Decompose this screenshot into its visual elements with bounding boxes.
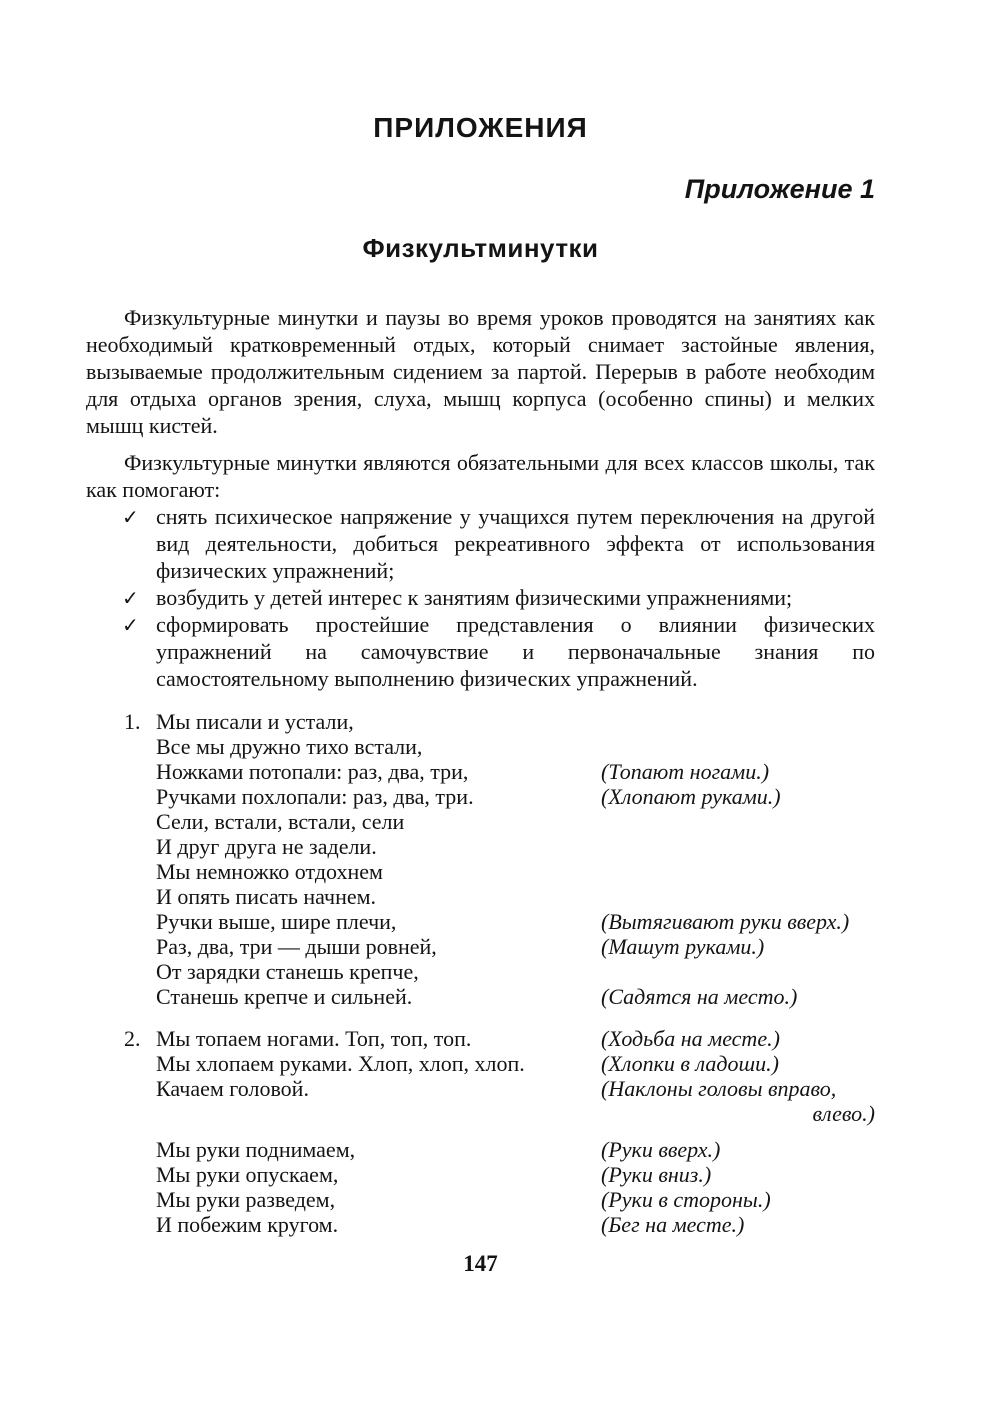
poem-line	[156, 1051, 875, 1076]
verse-text: Станешь крепче и сильней.	[156, 984, 413, 1009]
action-note: (Машут руками.)	[601, 934, 765, 959]
verse-text: Раз, два, три — дыши ровней,	[156, 934, 437, 959]
action-note: (Садятся на место.)	[601, 984, 798, 1009]
verse-text: Сели, встали, встали, сели	[156, 809, 405, 834]
verse-text: Ручками похлопали: раз, два, три.	[156, 784, 474, 809]
poem-line	[156, 759, 875, 784]
poem-line	[156, 934, 875, 959]
checkmark-icon: ✓	[122, 586, 139, 610]
poem-line	[156, 984, 875, 1009]
action-note: (Руки вниз.)	[601, 1162, 712, 1187]
appendix-label: Приложение 1	[684, 174, 875, 204]
action-note: (Ходьба на месте.)	[601, 1026, 780, 1051]
exercise	[86, 1026, 875, 1237]
poem-line	[156, 1076, 875, 1126]
poem-line	[156, 809, 875, 834]
verse-text: И побежим кругом.	[156, 1212, 339, 1237]
action-note: (Наклоны головы вправо, влево.)	[601, 1076, 875, 1126]
verse-text: Мы топаем ногами. Топ, топ, топ.	[156, 1026, 472, 1051]
poem-line	[156, 1162, 875, 1187]
poem-line	[156, 734, 875, 759]
checklist-item	[86, 611, 875, 692]
action-note: (Руки в стороны.)	[601, 1187, 771, 1212]
paragraph-lead-in: Физкультурные минутки являются обязательными для всех классов школы, так как помогают:	[86, 450, 875, 502]
poem-line	[156, 1137, 875, 1162]
verse-text: И опять писать начнем.	[156, 884, 377, 909]
exercise-number: 1.	[124, 709, 141, 734]
verse-text: Мы немножко отдохнем	[156, 859, 383, 884]
checklist-item-text: возбудить у детей интерес к занятиям физическими упражнениями;	[156, 585, 793, 610]
verse-text: Мы хлопаем руками. Хлоп, хлоп, хлоп.	[156, 1051, 525, 1076]
poem-line	[156, 959, 875, 984]
page-title: ПРИЛОЖЕНИЯ	[373, 112, 588, 143]
checklist-item	[86, 503, 875, 584]
action-note: (Руки вверх.)	[601, 1137, 721, 1162]
poem-line	[156, 784, 875, 809]
action-note: (Бег на месте.)	[601, 1212, 745, 1237]
page-number: 147	[463, 1251, 498, 1276]
verse-text: Качаем головой.	[156, 1076, 309, 1101]
checkmark-icon: ✓	[122, 505, 139, 529]
poem-line	[156, 1212, 875, 1237]
verse-text: Мы руки поднимаем,	[156, 1137, 356, 1162]
verse-text: Мы писали и устали,	[156, 709, 354, 734]
checklist-item-text: снять психическое напряжение у учащихся путем переключения на другой вид деятельности, добиться рекреативного эффекта от использования физических упражнений;	[156, 504, 875, 583]
action-note: (Хлопки в ладоши.)	[601, 1051, 779, 1076]
poem-line	[156, 834, 875, 859]
action-note: (Хлопают руками.)	[601, 784, 781, 809]
exercise	[86, 709, 875, 1009]
verse-text: Все мы дружно тихо встали,	[156, 734, 423, 759]
stanza	[156, 1137, 875, 1237]
action-note-continuation: влево.)	[812, 1101, 875, 1126]
verse-text: От зарядки станешь крепче,	[156, 959, 419, 984]
poem-line	[156, 859, 875, 884]
paragraph-intro: Физкультурные минутки и паузы во время уроков проводятся на занятиях как необходимый кратковременный отдых, который снимает застойные явления, вызываемые продолжительным сидением за партой. Перерыв в работе необходим для отдыха органов зрения, слуха, мышц корпуса (особенно спины) и мелких мышц кистей.	[86, 305, 875, 438]
checklist	[86, 503, 875, 692]
verse-text: Ножками потопали: раз, два, три,	[156, 759, 469, 784]
verse-text: Ручки выше, шире плечи,	[156, 909, 397, 934]
exercise-list	[86, 709, 875, 1237]
action-note: (Вытягивают руки вверх.)	[601, 909, 850, 934]
poem-line	[156, 909, 875, 934]
poem-line	[156, 884, 875, 909]
verse-text: И друг друга не задели.	[156, 834, 377, 859]
poem-line	[156, 1187, 875, 1212]
verse-text: Мы руки опускаем,	[156, 1162, 339, 1187]
action-note: (Топают ногами.)	[601, 759, 770, 784]
section-title: Физкультминутки	[362, 233, 599, 263]
poem-line	[156, 1026, 875, 1051]
stanza	[156, 1026, 875, 1126]
checklist-item-text: сформировать простейшие представления о влиянии физических упражнений на самочувствие и первоначальные знания по самостоятельному выполнению физических упражнений.	[156, 612, 875, 691]
poem-line	[156, 709, 875, 734]
stanza	[156, 709, 875, 1009]
checklist-item	[86, 584, 875, 611]
exercise-number: 2.	[124, 1026, 141, 1051]
verse-text: Мы руки разведем,	[156, 1187, 336, 1212]
checkmark-icon: ✓	[122, 613, 139, 637]
